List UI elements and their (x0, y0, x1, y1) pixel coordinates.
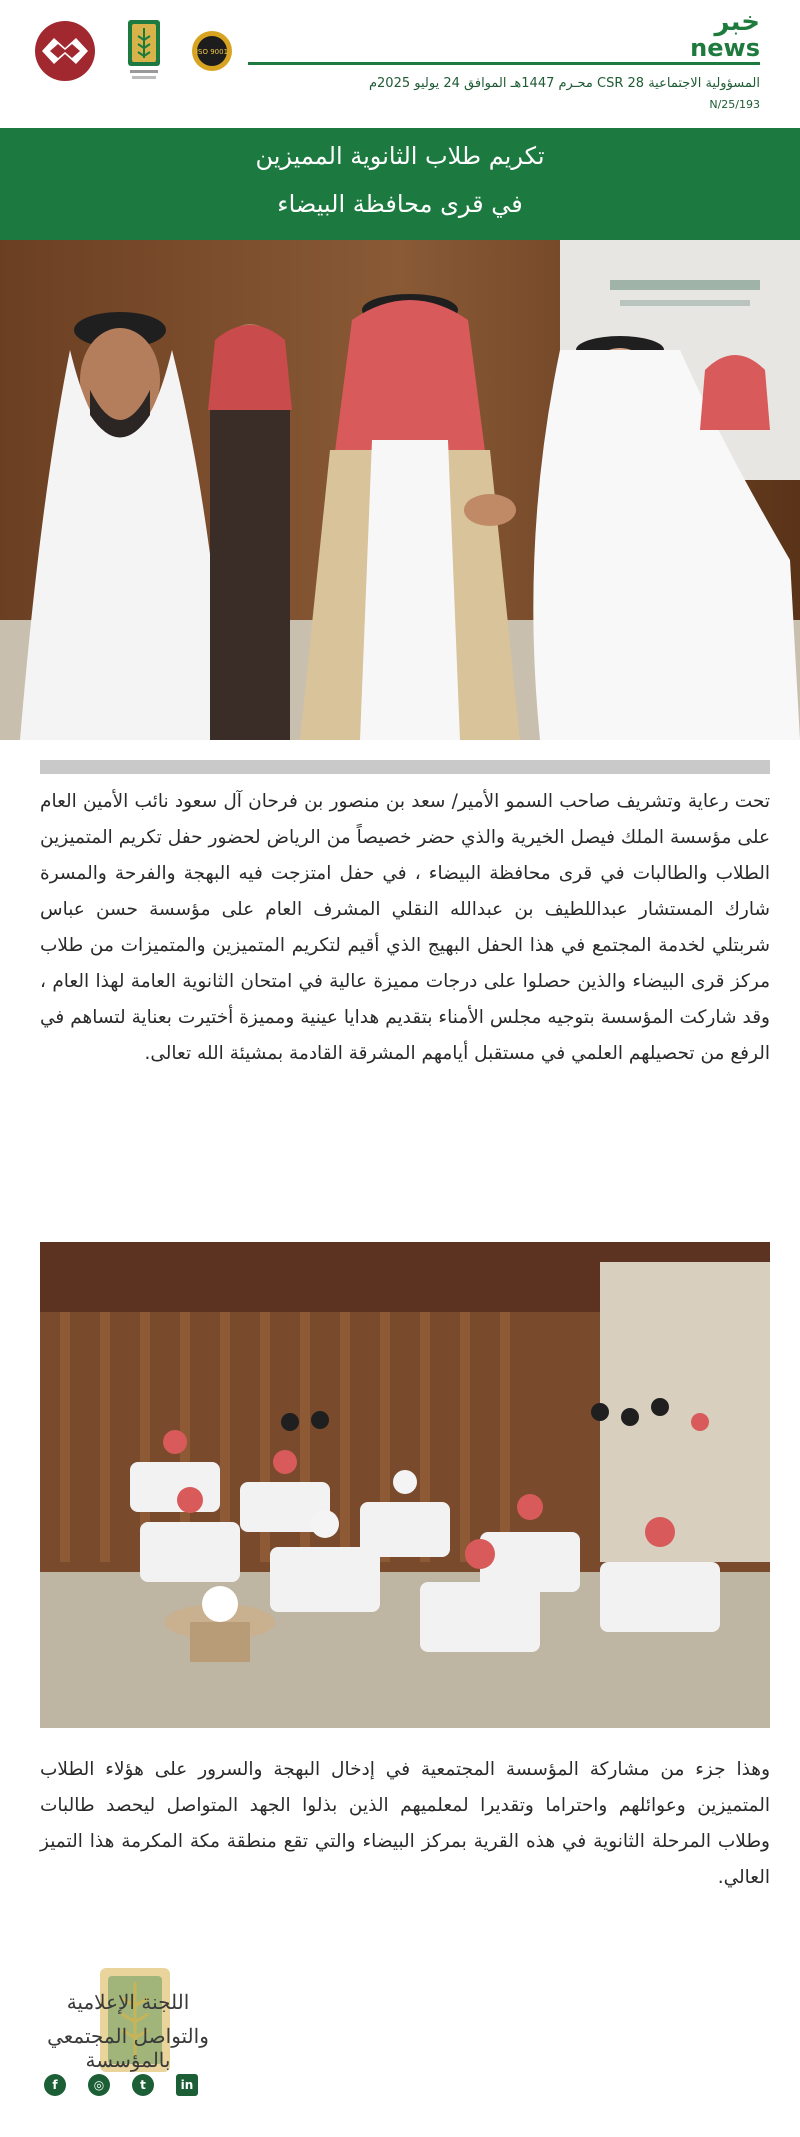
news-label-en: news (690, 34, 760, 62)
news-masthead (690, 8, 760, 60)
instagram-icon[interactable]: ◎ (88, 2074, 110, 2096)
committee-name-line-2: والتواصل المجتمعي بالمؤسسة (47, 2024, 209, 2072)
photo-audience (40, 1242, 770, 1728)
news-label-ar: خبر (714, 7, 760, 37)
iso-badge-icon (190, 29, 234, 73)
article-paragraph-2: وهذا جزء من مشاركة المؤسسة المجتمعية في إدخال البهجة والسرور على هؤلاء الطلاب المتميزين وعوائلهم واحتراما وتقديرا لمعلميهم الذين بذلوا الجهد المتواصل ليحصد طالبات وطلاب المرحلة الثانوية في هذه القرية بمركز البيضاء والتي تقع منطقة مكة المكرمة هذا التميز العالي. (40, 1759, 770, 1888)
page-header (0, 0, 800, 128)
iso-label: ISO 9001 (195, 48, 229, 56)
kfcf-logo-icon (126, 20, 162, 82)
social-links (44, 2074, 198, 2096)
committee-name-line-1: اللجنة الإعلامية (66, 1990, 190, 2014)
headline-band (0, 128, 800, 240)
photo-handshake (0, 240, 800, 740)
twitter-icon[interactable]: t (132, 2074, 154, 2096)
headline-line-1: تكريم طلاب الثانوية المميزين (255, 142, 545, 170)
handshake-logo-icon (32, 18, 98, 84)
logo-group (32, 18, 234, 84)
section-divider (40, 760, 770, 774)
linkedin-icon[interactable]: in (176, 2074, 198, 2096)
article-paragraph-1: تحت رعاية وتشريف صاحب السمو الأمير/ سعد بن منصور بن فرحان آل سعود نائب الأمين العام على مؤسسة الملك فيصل الخيرية والذي حضر خصيصاً من الرياض لحضور حفل تكريم المتميزين الطلاب والطالبات في قرى محافظة البيضاء ، في حفل امتزجت فيه البهجة والفرحة والمسرة شارك المستشار عبداللطيف بن عبدالله النقلي المشرف العام على مؤسسة حسن عباس شربتلي لخدمة المجتمع في هذا الحفل البهيج الذي أقيم لتكريم المتميزين والمتميزات من طلاب مركز قرى البيضاء والذين حصلوا على درجات مميزة عالية في امتحان الثانوية العامة لهذا العام ، وقد شاركت المؤسسة بتوجيه مجلس الأمناء بتقديم هدايا عينية ومميزة أختيرت بعناية لتساهم في الرفع من تحصيلهم العلمي في مستقبل أيامهم المشرقة القادمة بمشيئة الله تعالى. (40, 791, 770, 1064)
header-divider (248, 62, 760, 65)
committee-signature (28, 1968, 228, 2080)
dateline: المسؤولية الاجتماعية CSR 28 محـرم 1447هـ الموافق 24 يوليو 2025م (368, 76, 760, 91)
facebook-icon[interactable]: f (44, 2074, 66, 2096)
headline-line-2: في قرى محافظة البيضاء (277, 190, 523, 218)
reference-number: N/25/193 (709, 98, 760, 111)
